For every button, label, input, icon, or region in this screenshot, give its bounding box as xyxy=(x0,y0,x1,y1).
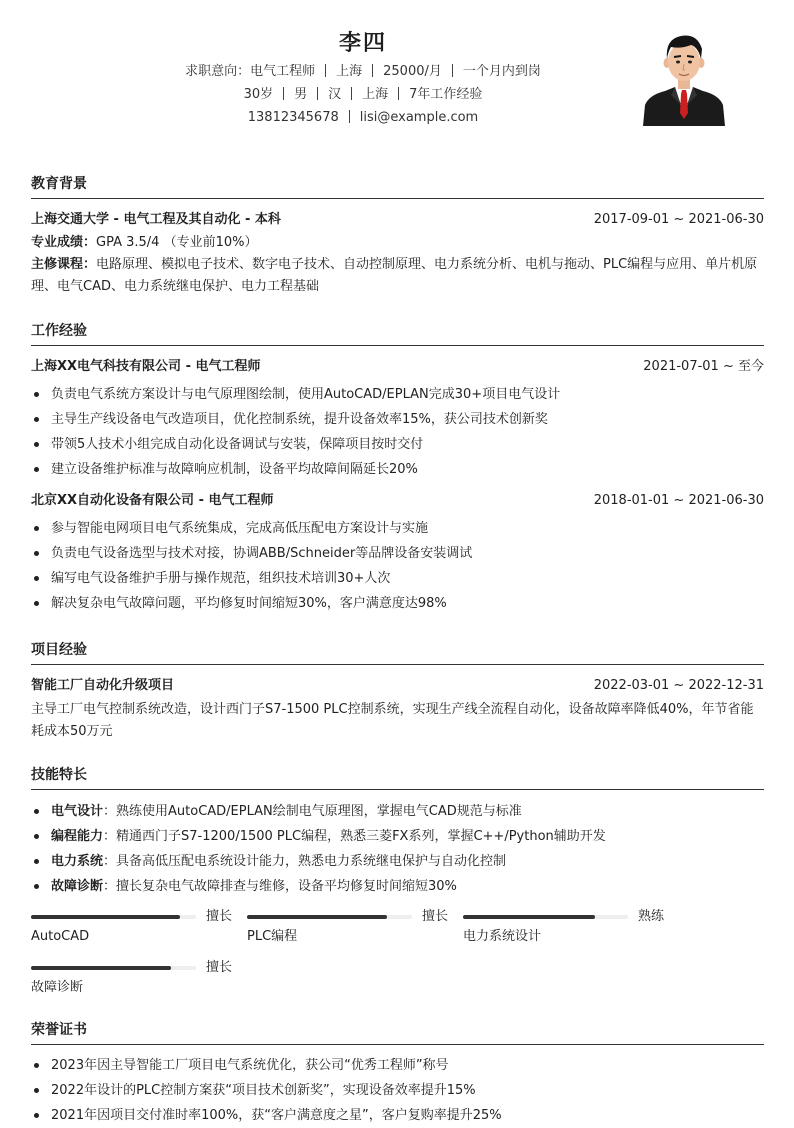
skill-bar-track xyxy=(247,915,412,919)
courses-label: 主修课程： xyxy=(31,257,97,272)
email-address: lisi@example.com xyxy=(359,110,479,125)
skill-level: 擅长 xyxy=(206,909,233,924)
work-section xyxy=(31,321,764,616)
skill-text: ：熟练使用AutoCAD/EPLAN绘制电气原理图，掌握电气CAD规范与标准 xyxy=(103,804,522,819)
school-degree: 上海交通大学 - 电气工程及其自动化 - 本科 xyxy=(31,212,281,227)
skill-name: 电力系统设计 xyxy=(463,929,542,944)
score-value: GPA 3.5/4 （专业前10%） xyxy=(96,235,258,250)
project-row xyxy=(31,676,764,696)
work-years: 7年工作经验 xyxy=(409,87,483,102)
skills-section xyxy=(31,765,764,1004)
phone-number: 13812345678 xyxy=(247,110,339,125)
skills-list xyxy=(31,799,764,899)
list-item xyxy=(31,874,764,899)
skill-bar-track xyxy=(31,915,196,919)
courses-line xyxy=(31,254,764,298)
job-duties-list xyxy=(31,382,764,482)
separator xyxy=(398,87,399,100)
list-item: 编写电气设备维护手册与操作规范，组织技术培训30+人次 xyxy=(31,566,764,591)
job-company-title: 上海XX电气科技有限公司 - 电气工程师 xyxy=(31,359,261,374)
list-item xyxy=(31,799,764,824)
section-title: 项目经验 xyxy=(31,640,764,665)
skill-bars xyxy=(31,909,764,1004)
separator xyxy=(372,64,373,77)
honors-section xyxy=(31,1020,764,1128)
skill-bar-power-system xyxy=(463,909,663,953)
skill-level: 熟练 xyxy=(638,909,665,924)
job-row xyxy=(31,357,764,377)
skill-text: ：具备高低压配电系统设计能力，熟悉电力系统继电保护与自动化控制 xyxy=(103,854,507,869)
skill-bar-autocad xyxy=(31,909,231,953)
job-duties-list xyxy=(31,516,764,616)
skill-label: 故障诊断 xyxy=(51,879,104,894)
skill-bar-track xyxy=(463,915,628,919)
list-item: 负责电气设备选型与技术对接，协调ABB/Schneider等品牌设备安装调试 xyxy=(31,541,764,566)
education-date: 2017-09-01 ~ 2021-06-30 xyxy=(593,212,764,227)
gender: 男 xyxy=(294,87,308,102)
list-item: 2022年设计的PLC控制方案获“项目技术创新奖”，实现设备效率提升15% xyxy=(31,1078,764,1103)
section-title: 教育背景 xyxy=(31,174,764,199)
skill-bar-fill xyxy=(31,966,171,970)
list-item: 负责电气系统方案设计与电气原理图绘制，使用AutoCAD/EPLAN完成30+项目电气设计 xyxy=(31,382,764,407)
separator xyxy=(325,64,326,77)
intention-city: 上海 xyxy=(336,64,363,79)
score-line xyxy=(31,232,764,254)
list-item: 主导生产线设备电气改造项目，优化控制系统，提升设备效率15%，获公司技术创新奖 xyxy=(31,407,764,432)
list-item: 建立设备维护标准与故障响应机制，设备平均故障间隔延长20% xyxy=(31,457,764,482)
expected-salary: 25000/月 xyxy=(383,64,442,79)
age: 30岁 xyxy=(243,87,274,102)
skill-bar-track xyxy=(31,966,196,970)
job-intention: 求职意向：电气工程师 xyxy=(185,64,316,79)
skill-label: 电气设计 xyxy=(51,804,104,819)
separator xyxy=(349,110,350,123)
honors-list xyxy=(31,1053,764,1128)
skill-text: ：精通西门子S7-1200/1500 PLC编程，熟悉三菱FX系列，掌握C++/Python辅助开发 xyxy=(103,829,606,844)
courses-value: 电路原理、模拟电子技术、数字电子技术、自动控制原理、电力系统分析、电机与拖动、PLC编程与应用、单片机原理、电气CAD、电力系统继电保护、电力工程基础 xyxy=(31,257,758,294)
skill-bar-fill xyxy=(247,915,387,919)
skill-bar-fault-diagnosis xyxy=(31,960,231,1004)
section-title: 荣誉证书 xyxy=(31,1020,764,1045)
ethnicity: 汉 xyxy=(328,87,342,102)
skill-name: 故障诊断 xyxy=(31,980,84,995)
project-section xyxy=(31,640,764,743)
separator xyxy=(351,87,352,100)
skill-level: 擅长 xyxy=(206,960,233,975)
skill-text: ：擅长复杂电气故障排查与维修，设备平均修复时间缩短30% xyxy=(103,879,457,894)
skill-level: 擅长 xyxy=(422,909,449,924)
job-date: 2021-07-01 ~ 至今 xyxy=(643,359,764,374)
skill-bar-fill xyxy=(463,915,595,919)
job-row xyxy=(31,491,764,511)
project-description: 主导工厂电气控制系统改造，设计西门子S7-1500 PLC控制系统，实现生产线全流程自动化，设备故障率降低40%，年节省能耗成本50万元 xyxy=(31,702,754,739)
candidate-name: 李四 xyxy=(338,31,387,56)
project-name: 智能工厂自动化升级项目 xyxy=(31,678,175,693)
residence: 上海 xyxy=(362,87,389,102)
project-date: 2022-03-01 ~ 2022-12-31 xyxy=(593,678,764,693)
list-item: 2023年因主导智能工厂项目电气系统优化，获公司“优秀工程师”称号 xyxy=(31,1053,764,1078)
skill-label: 电力系统 xyxy=(51,854,104,869)
job-company-title: 北京XX自动化设备有限公司 - 电气工程师 xyxy=(31,493,274,508)
list-item: 参与智能电网项目电气系统集成，完成高低压配电方案设计与实施 xyxy=(31,516,764,541)
skill-bar-fill xyxy=(31,915,180,919)
list-item: 2021年因项目交付准时率100%，获“客户满意度之星”，客户复购率提升25% xyxy=(31,1103,764,1128)
education-section xyxy=(31,174,764,298)
section-title: 工作经验 xyxy=(31,321,764,346)
section-title: 技能特长 xyxy=(31,765,764,790)
skill-label: 编程能力 xyxy=(51,829,104,844)
list-item: 带领5人技术小组完成自动化设备调试与安装，保障项目按时交付 xyxy=(31,432,764,457)
job-date: 2018-01-01 ~ 2021-06-30 xyxy=(593,493,764,508)
list-item xyxy=(31,849,764,874)
score-label: 专业成绩： xyxy=(31,235,97,250)
skill-name: AutoCAD xyxy=(31,929,90,944)
availability: 一个月内到岗 xyxy=(462,64,541,79)
person-portrait-icon xyxy=(641,27,727,126)
education-row xyxy=(31,210,764,230)
separator xyxy=(317,87,318,100)
separator xyxy=(452,64,453,77)
list-item xyxy=(31,824,764,849)
avatar xyxy=(641,27,727,126)
skill-bar-plc xyxy=(247,909,447,953)
list-item: 解决复杂电气故障问题，平均修复时间缩短30%，客户满意度达98% xyxy=(31,591,764,616)
separator xyxy=(283,87,284,100)
skill-name: PLC编程 xyxy=(247,929,298,944)
